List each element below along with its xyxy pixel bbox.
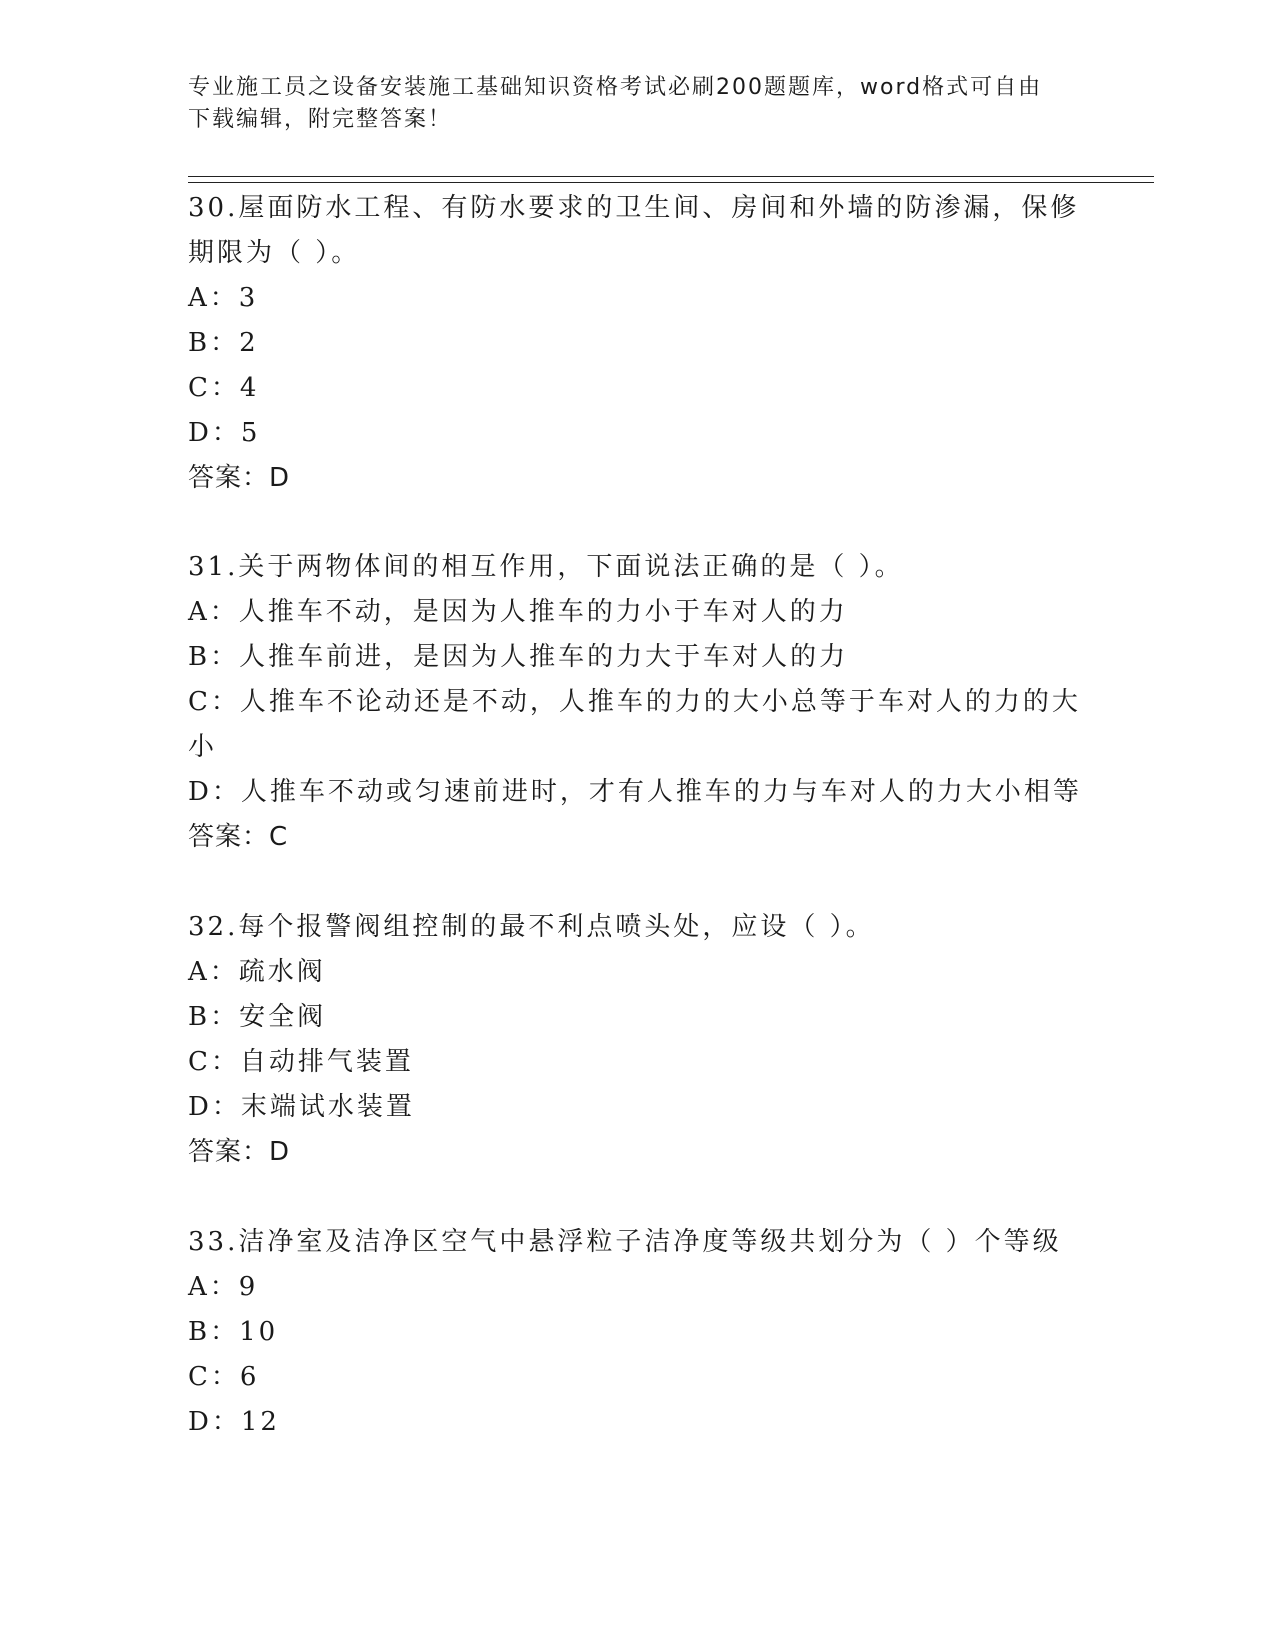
option-d: D：人推车不动或匀速前进时，才有人推车的力与车对人的力大小相等 bbox=[188, 777, 1082, 807]
header-line-1: 专业施工员之设备安装施工基础知识资格考试必刷200题题库，word格式可自由 bbox=[188, 75, 1043, 100]
option-b: B：安全阀 bbox=[188, 1002, 327, 1032]
document-header bbox=[188, 72, 1088, 136]
option-b: B：10 bbox=[188, 1317, 279, 1347]
option-a: A：疏水阀 bbox=[188, 957, 326, 987]
question-stem: 33.洁净室及洁净区空气中悬浮粒子洁净度等级共划分为（ ）个等级 bbox=[188, 1227, 1062, 1257]
answer: 答案：C bbox=[188, 822, 289, 852]
question-stem: 31.关于两物体间的相互作用，下面说法正确的是（ ）。 bbox=[188, 552, 904, 582]
question-31 bbox=[188, 545, 1088, 860]
answer: 答案：D bbox=[188, 463, 291, 493]
option-d: D：12 bbox=[188, 1407, 280, 1437]
option-b: B：2 bbox=[188, 328, 259, 358]
option-b: B：人推车前进，是因为人推车的力大于车对人的力 bbox=[188, 642, 849, 672]
option-a: A：9 bbox=[188, 1272, 259, 1302]
option-c: C：4 bbox=[188, 373, 260, 403]
option-d: D：末端试水装置 bbox=[188, 1092, 415, 1122]
answer: 答案：D bbox=[188, 1137, 291, 1167]
option-a: A：3 bbox=[188, 283, 259, 313]
question-stem: 32.每个报警阀组控制的最不利点喷头处，应设（ ）。 bbox=[188, 912, 875, 942]
option-c: C：自动排气装置 bbox=[188, 1047, 414, 1077]
header-divider-top bbox=[188, 176, 1154, 177]
option-a: A：人推车不动，是因为人推车的力小于车对人的力 bbox=[188, 597, 848, 627]
question-32 bbox=[188, 905, 1088, 1175]
header-divider-bottom bbox=[188, 182, 1154, 183]
option-c: C：人推车不论动还是不动，人推车的力的大小总等于车对人的力的大小 bbox=[188, 687, 1081, 762]
option-d: D：5 bbox=[188, 418, 261, 448]
header-line-2: 下载编辑，附完整答案！ bbox=[188, 107, 453, 132]
option-c: C：6 bbox=[188, 1362, 260, 1392]
question-30 bbox=[188, 186, 1088, 501]
question-stem: 30.屋面防水工程、有防水要求的卫生间、房间和外墙的防渗漏，保修期限为（ ）。 bbox=[188, 193, 1080, 268]
question-33 bbox=[188, 1220, 1088, 1445]
